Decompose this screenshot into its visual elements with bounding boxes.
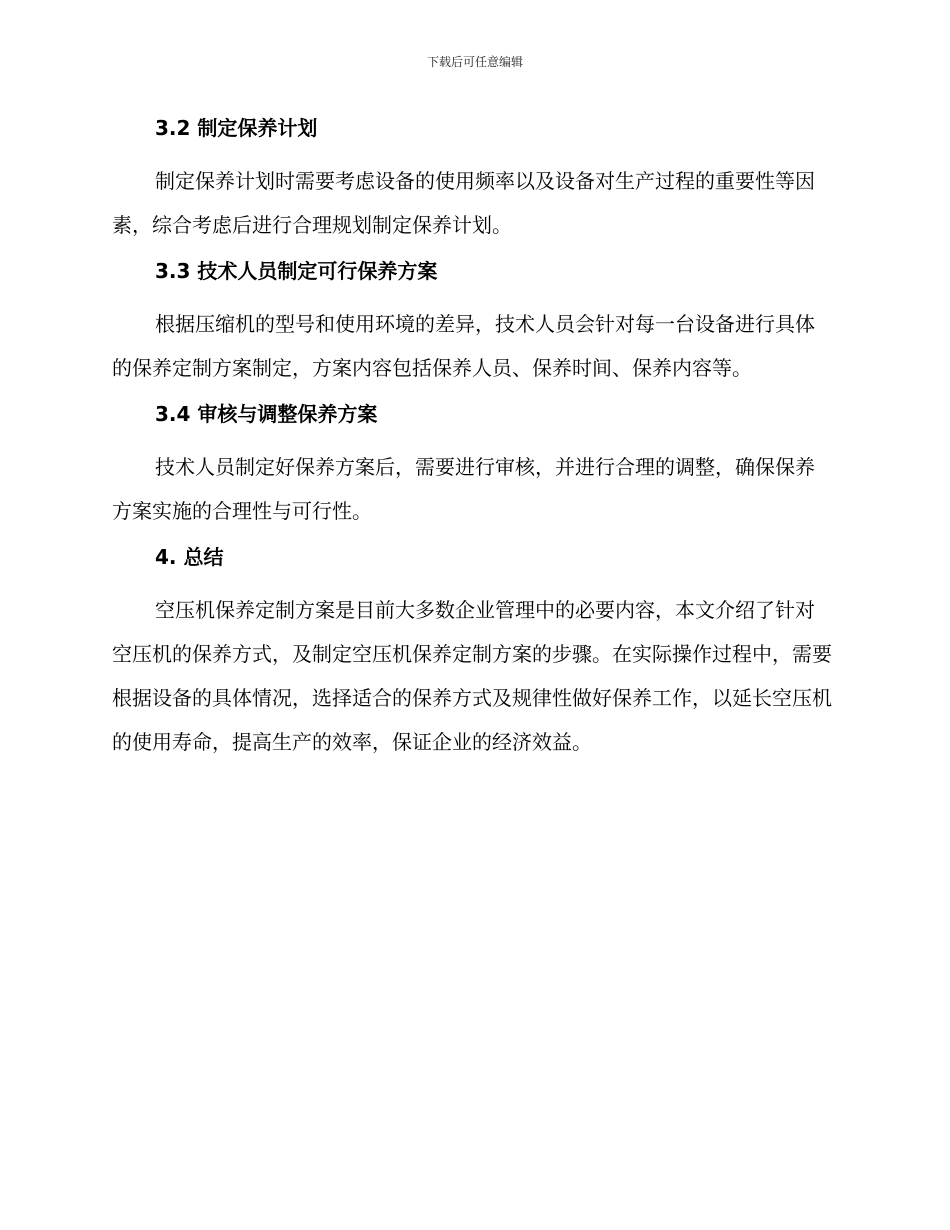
section-heading: 3.4 审核与调整保养方案	[155, 402, 378, 426]
page-header: 下载后可任意编辑	[426, 55, 523, 69]
section-paragraph: 技术人员制定好保养方案后，需要进行审核，并进行合理的调整，确保保养方案实施的合理性与可行性。	[112, 455, 815, 523]
section-heading: 3.2 制定保养计划	[155, 116, 318, 140]
section-4	[112, 539, 834, 764]
document-body	[112, 110, 834, 770]
section-3-3	[112, 253, 834, 390]
section-paragraph: 制定保养计划时需要考虑设备的使用频率以及设备对生产过程的重要性等因素，综合考虑后进行合理规划制定保养计划。	[112, 169, 815, 237]
section-heading: 3.3 技术人员制定可行保养方案	[155, 259, 438, 283]
section-paragraph: 空压机保养定制方案是目前大多数企业管理中的必要内容，本文介绍了针对空压机的保养方式，及制定空压机保养定制方案的步骤。在实际操作过程中，需要根据设备的具体情况，选择适合的保养方式及规律性做好保养工作，以延长空压机的使用寿命，提高生产的效率，保证企业的经济效益。	[112, 598, 832, 754]
section-heading: 4. 总结	[155, 545, 224, 569]
section-3-4	[112, 396, 834, 533]
section-paragraph: 根据压缩机的型号和使用环境的差异，技术人员会针对每一台设备进行具体的保养定制方案制定，方案内容包括保养人员、保养时间、保养内容等。	[112, 312, 815, 380]
section-3-2	[112, 110, 834, 247]
